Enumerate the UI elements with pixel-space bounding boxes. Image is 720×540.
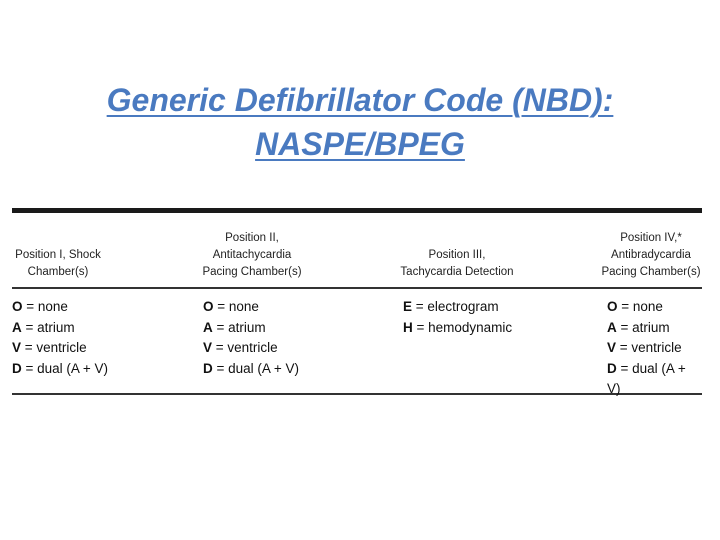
code-entry: O = none — [607, 299, 663, 314]
title-line-2: NASPE/BPEG — [255, 126, 465, 162]
column-position-1 — [12, 297, 108, 379]
header-position-2 — [192, 230, 312, 281]
header-text: Pacing Chamber(s) — [601, 266, 701, 278]
code-entry: O = none — [12, 299, 68, 314]
code-entry: H = hemodynamic — [403, 319, 513, 335]
header-text: Antibradycardia — [611, 249, 691, 261]
code-entry: D = dual (A + V) — [12, 360, 109, 376]
header-text: Position III, — [428, 249, 486, 261]
code-entry: D = dual (A + V) — [607, 360, 686, 396]
header-text: Position IV,* — [620, 232, 682, 244]
header-text: Chamber(s) — [27, 266, 89, 278]
header-text: Tachycardia Detection — [400, 266, 514, 278]
code-entry: E = electrogram — [403, 299, 499, 314]
code-entry: A = atrium — [12, 319, 75, 335]
table-header-row — [12, 213, 702, 287]
defibrillator-code-table — [12, 208, 702, 395]
slide-title — [0, 78, 720, 166]
table-body-row — [12, 289, 702, 396]
table-bottom-rule — [12, 393, 702, 395]
header-position-1 — [12, 247, 104, 281]
column-position-2 — [203, 297, 299, 379]
code-entry: O = none — [203, 299, 259, 314]
column-position-3 — [403, 297, 512, 338]
header-text: Pacing Chamber(s) — [202, 266, 302, 278]
title-line-1: Generic Defibrillator Code (NBD): — [106, 82, 614, 118]
header-text: Antitachycardia — [212, 249, 292, 261]
header-text: Position I, Shock — [15, 249, 101, 261]
code-entry: V = ventricle — [12, 340, 87, 355]
code-entry: D = dual (A + V) — [203, 360, 300, 376]
code-entry: V = ventricle — [607, 340, 682, 355]
code-entry: V = ventricle — [203, 340, 278, 355]
column-position-4 — [607, 297, 702, 400]
header-position-4 — [600, 230, 702, 281]
code-entry: A = atrium — [203, 319, 266, 335]
header-position-3 — [397, 247, 517, 281]
code-entry: A = atrium — [607, 319, 670, 335]
header-text: Position II, — [225, 232, 279, 244]
